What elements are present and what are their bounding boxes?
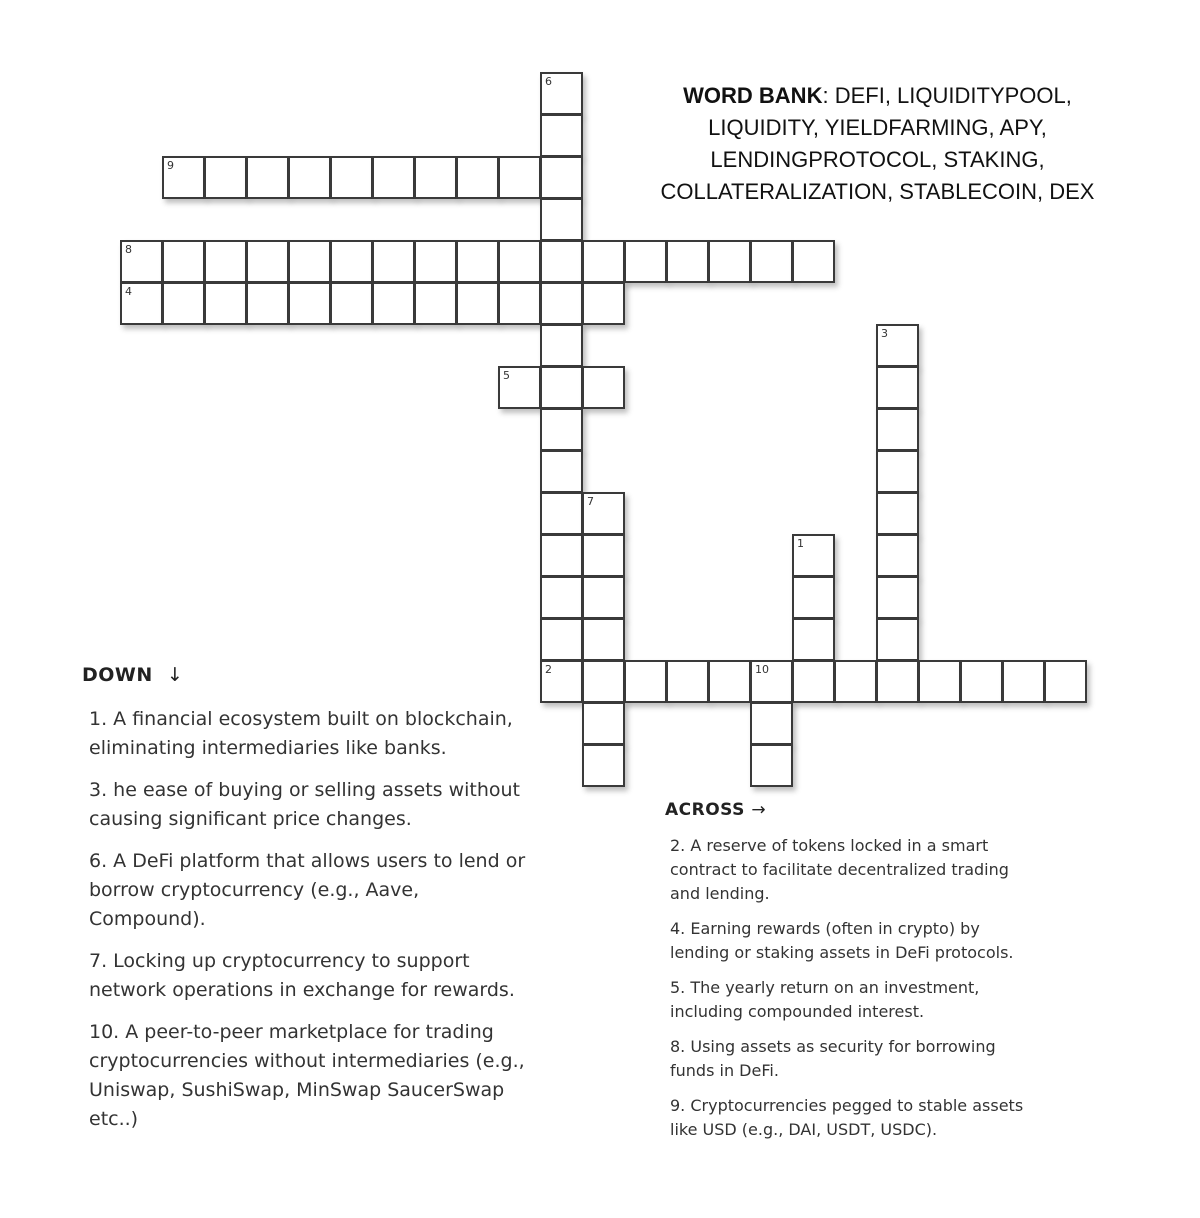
grid-cell[interactable] [162, 282, 205, 325]
clue-number: 8 [125, 243, 132, 256]
grid-cell[interactable] [666, 660, 709, 703]
down-arrow-icon: ↓ [167, 664, 184, 686]
across-arrow-icon: → [751, 800, 767, 820]
grid-cell[interactable] [582, 534, 625, 577]
grid-cell[interactable] [540, 492, 583, 535]
grid-cell[interactable] [960, 660, 1003, 703]
grid-cell[interactable] [792, 660, 835, 703]
word-bank: WORD BANK: DEFI, LIQUIDITYPOOL, LIQUIDITY, YIELDFARMING, APY, LENDINGPROTOCOL, STAKING, COLLATERALIZATION, STABLECOIN, DEX [660, 83, 1095, 204]
across-clue: 2. A reserve of tokens locked in a smart contract to facilitate decentralized trading and lending. [670, 836, 1009, 903]
grid-cell[interactable] [666, 240, 709, 283]
grid-cell[interactable] [624, 660, 667, 703]
grid-cell[interactable] [540, 660, 583, 703]
grid-cell[interactable] [624, 240, 667, 283]
grid-cell[interactable] [1044, 660, 1087, 703]
grid-cell[interactable] [582, 240, 625, 283]
grid-cell[interactable] [204, 156, 247, 199]
word-bank-words: DEFI, LIQUIDITYPOOL, LIQUIDITY, YIELDFARMING, APY, LENDINGPROTOCOL, STAKING, COLLATERALIZATION, STABLECOIN, DEX [660, 83, 1095, 204]
clue-number: 2 [545, 663, 552, 676]
grid-cell[interactable] [540, 366, 583, 409]
word-bank-heading: WORD BANK [683, 83, 823, 108]
grid-cell[interactable] [540, 534, 583, 577]
grid-cell[interactable] [582, 660, 625, 703]
grid-cell[interactable] [540, 114, 583, 157]
clue-number: 7 [587, 495, 594, 508]
clue-number: 6 [545, 75, 552, 88]
grid-cell[interactable] [792, 618, 835, 661]
grid-cell[interactable] [204, 240, 247, 283]
grid-cell[interactable] [708, 240, 751, 283]
grid-cell[interactable] [372, 282, 415, 325]
grid-cell[interactable] [708, 660, 751, 703]
grid-cell[interactable] [330, 240, 373, 283]
grid-cell[interactable] [540, 450, 583, 493]
grid-cell[interactable] [498, 156, 541, 199]
grid-cell[interactable] [498, 240, 541, 283]
across-clue: 5. The yearly return on an investment, including compounded interest. [670, 978, 980, 1021]
grid-cell[interactable] [372, 240, 415, 283]
clue-number: 10 [755, 663, 769, 676]
down-title-text: DOWN [82, 664, 153, 686]
down-clue: 6. A DeFi platform that allows users to lend or borrow cryptocurrency (e.g., Aave, Compound). [89, 850, 526, 930]
grid-cell[interactable] [540, 156, 583, 199]
down-clues [89, 705, 534, 1147]
grid-cell[interactable] [918, 660, 961, 703]
grid-cell[interactable] [876, 618, 919, 661]
grid-cell[interactable] [540, 408, 583, 451]
grid-cell[interactable] [372, 156, 415, 199]
clue-number: 9 [167, 159, 174, 172]
grid-cell[interactable] [540, 240, 583, 283]
grid-cell[interactable] [540, 72, 583, 115]
across-title [665, 800, 766, 820]
grid-cell[interactable] [414, 240, 457, 283]
down-clue: 10. A peer-to-peer marketplace for trading cryptocurrencies without intermediaries (e.g., Uniswap, SushiSwap, MinSwap SaucerSwap etc..) [89, 1021, 525, 1130]
grid-cell[interactable] [582, 366, 625, 409]
grid-cell[interactable] [582, 282, 625, 325]
across-clue: 9. Cryptocurrencies pegged to stable assets like USD (e.g., DAI, USDT, USDC). [670, 1096, 1024, 1139]
grid-cell[interactable] [456, 156, 499, 199]
grid-cell[interactable] [582, 492, 625, 535]
grid-cell[interactable] [750, 240, 793, 283]
grid-cell[interactable] [246, 240, 289, 283]
clue-number: 1 [797, 537, 804, 550]
grid-cell[interactable] [246, 156, 289, 199]
grid-cell[interactable] [1002, 660, 1045, 703]
grid-cell[interactable] [582, 576, 625, 619]
grid-cell[interactable] [834, 660, 877, 703]
grid-cell[interactable] [582, 702, 625, 745]
grid-cell[interactable] [246, 282, 289, 325]
across-clue: 8. Using assets as security for borrowing funds in DeFi. [670, 1037, 996, 1080]
grid-cell[interactable] [582, 744, 625, 787]
clue-number: 5 [503, 369, 510, 382]
grid-cell[interactable] [876, 366, 919, 409]
grid-cell[interactable] [204, 282, 247, 325]
grid-cell[interactable] [582, 618, 625, 661]
down-title [82, 664, 183, 686]
grid-cell[interactable] [498, 282, 541, 325]
grid-cell[interactable] [162, 240, 205, 283]
across-title-text: ACROSS [665, 800, 745, 820]
grid-cell[interactable] [120, 282, 163, 325]
grid-cell[interactable] [540, 324, 583, 367]
grid-cell[interactable] [540, 618, 583, 661]
grid-cell[interactable] [792, 534, 835, 577]
grid-cell[interactable] [876, 492, 919, 535]
grid-cell[interactable] [456, 282, 499, 325]
grid-cell[interactable] [792, 240, 835, 283]
down-clue: 7. Locking up cryptocurrency to support network operations in exchange for rewards. [89, 950, 515, 1001]
grid-cell[interactable] [456, 240, 499, 283]
grid-cell[interactable] [540, 576, 583, 619]
grid-cell[interactable] [750, 660, 793, 703]
across-clue: 4. Earning rewards (often in crypto) by lending or staking assets in DeFi protocols. [670, 919, 1014, 962]
grid-cell[interactable] [540, 282, 583, 325]
grid-cell[interactable] [876, 408, 919, 451]
across-clues [670, 834, 1035, 1153]
down-clue: 1. A financial ecosystem built on blockchain, eliminating intermediaries like banks. [89, 708, 513, 759]
down-clue: 3. he ease of buying or selling assets without causing significant price changes. [89, 779, 521, 830]
grid-cell[interactable] [540, 198, 583, 241]
grid-cell[interactable] [162, 156, 205, 199]
grid-cell[interactable] [414, 156, 457, 199]
grid-cell[interactable] [876, 660, 919, 703]
grid-cell[interactable] [876, 534, 919, 577]
grid-cell[interactable] [330, 156, 373, 199]
grid-cell[interactable] [330, 282, 373, 325]
grid-cell[interactable] [750, 744, 793, 787]
grid-cell[interactable] [288, 240, 331, 283]
clue-number: 3 [881, 327, 888, 340]
grid-cell[interactable] [792, 576, 835, 619]
grid-cell[interactable] [750, 702, 793, 745]
grid-cell[interactable] [876, 576, 919, 619]
grid-cell[interactable] [288, 282, 331, 325]
clue-number: 4 [125, 285, 132, 298]
grid-cell[interactable] [288, 156, 331, 199]
grid-cell[interactable] [414, 282, 457, 325]
grid-cell[interactable] [876, 324, 919, 367]
grid-cell[interactable] [120, 240, 163, 283]
grid-cell[interactable] [876, 450, 919, 493]
grid-cell[interactable] [498, 366, 541, 409]
